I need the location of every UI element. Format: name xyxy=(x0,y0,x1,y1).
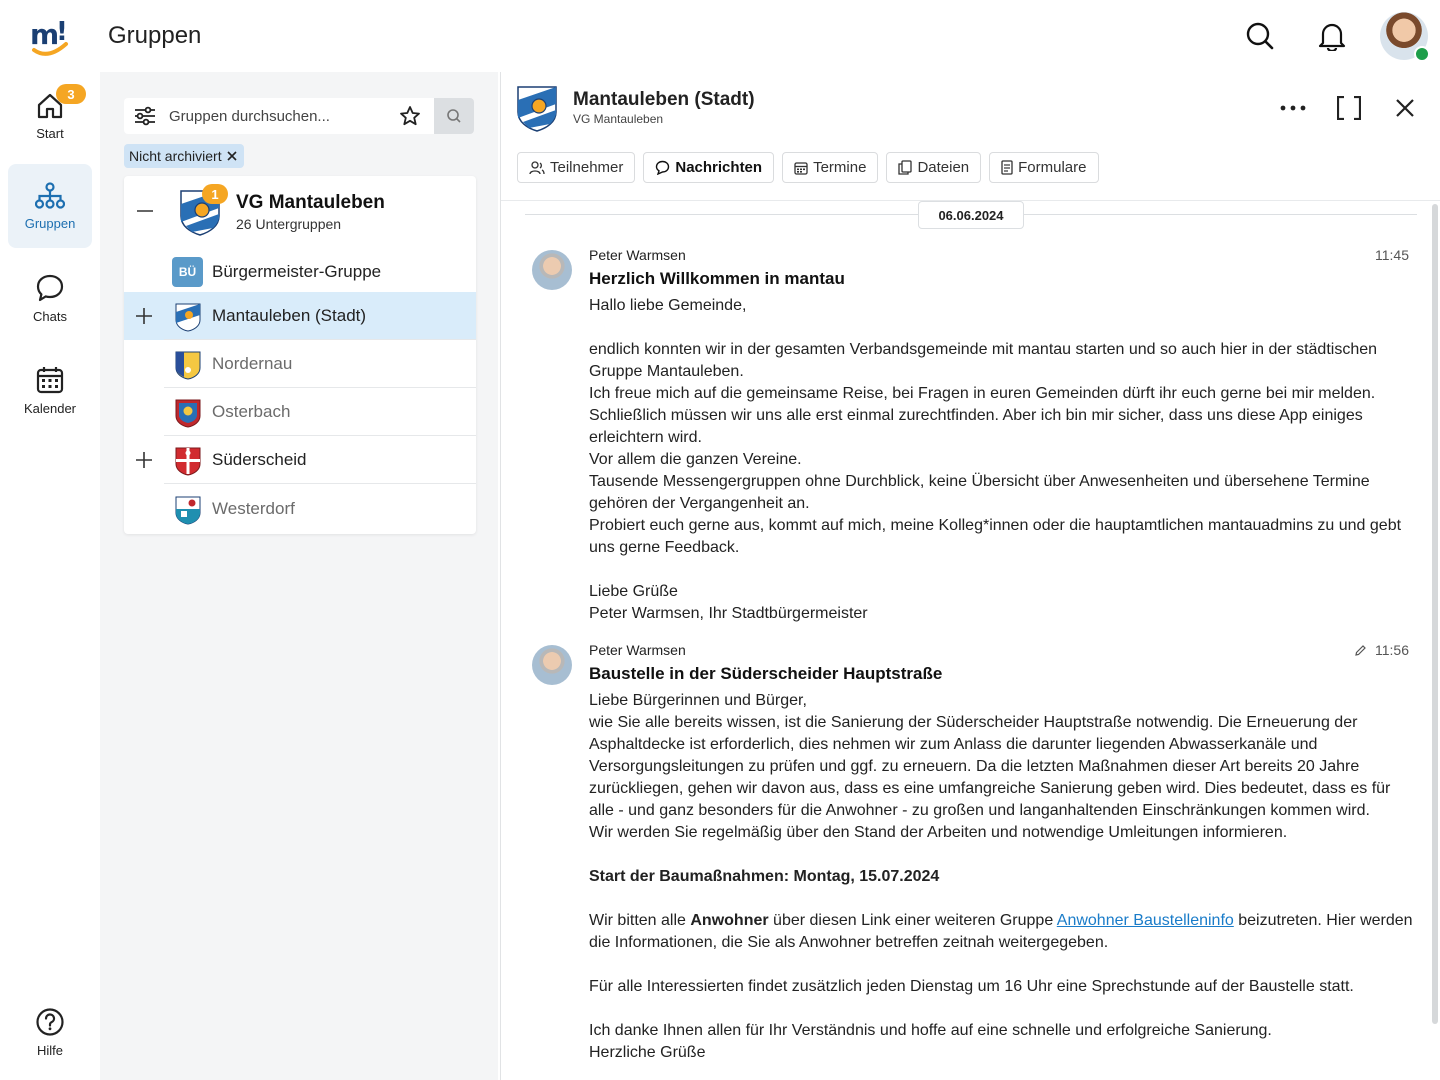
edited-pencil-icon xyxy=(1354,644,1367,657)
message-line: Vor allem die ganzen Vereine. xyxy=(589,451,802,468)
message-author: Peter Warmsen xyxy=(589,642,686,658)
message-line: Liebe Grüße xyxy=(589,583,678,600)
message-line: Liebe Bürgerinnen und Bürger, xyxy=(589,692,807,709)
help-icon xyxy=(35,1007,65,1037)
message-time: 11:56 xyxy=(1354,642,1409,658)
filter-sliders-icon[interactable] xyxy=(134,106,156,126)
tab-formulare[interactable] xyxy=(989,152,1098,183)
search-placeholder[interactable]: Gruppen durchsuchen... xyxy=(169,108,330,125)
tab-nachrichten[interactable] xyxy=(643,152,774,183)
nav-kalender[interactable] xyxy=(8,348,92,432)
start-badge: 3 xyxy=(56,84,86,104)
collapse-icon[interactable] xyxy=(136,204,154,218)
message-line: Herzliche Grüße xyxy=(589,1044,706,1061)
star-icon[interactable] xyxy=(399,105,421,127)
calendar-icon xyxy=(35,365,65,395)
nav-gruppen[interactable] xyxy=(8,164,92,248)
message-time: 11:45 xyxy=(1375,247,1409,263)
author-avatar[interactable] xyxy=(532,645,572,685)
top-bar xyxy=(0,0,1440,72)
osterbach-crest-icon xyxy=(174,398,202,428)
online-status-icon xyxy=(1414,46,1430,62)
message-line xyxy=(589,317,1419,339)
search-icon[interactable] xyxy=(1244,18,1276,54)
participants-icon xyxy=(529,161,545,175)
group-item-name: Osterbach xyxy=(212,402,291,421)
empty-line xyxy=(589,844,1419,866)
message-line: Tausende Messengergruppen ohne Durchblick, keine Übersicht über Anwesenheiten und übersehene Termine gehören der Vergangenheit an. xyxy=(589,473,1370,512)
tab-label: Nachrichten xyxy=(675,159,763,176)
tab-termine[interactable] xyxy=(782,152,878,183)
app-logo[interactable] xyxy=(28,14,72,60)
date-separator: 06.06.2024 xyxy=(918,201,1024,229)
bell-icon[interactable] xyxy=(1316,18,1348,54)
user-avatar[interactable] xyxy=(1380,12,1428,60)
message-body xyxy=(589,295,1419,625)
page-title: Gruppen xyxy=(108,22,202,49)
group-item-name: Mantauleben (Stadt) xyxy=(212,306,367,325)
expand-fullscreen-icon[interactable] xyxy=(1333,92,1365,124)
suederscheid-crest-icon xyxy=(174,446,202,476)
group-link[interactable]: Anwohner Baustelleninfo xyxy=(1056,912,1234,929)
group-item-name: Westerdorf xyxy=(212,499,295,518)
nav-gruppen-label: Gruppen xyxy=(24,215,76,231)
expand-icon[interactable] xyxy=(134,306,154,326)
parent-badge: 1 xyxy=(202,184,228,204)
message-line: Wir werden Sie regelmäßig über den Stand der Arbeiten und notwendige Umleitungen informieren. xyxy=(589,824,1288,841)
files-icon xyxy=(898,160,912,175)
nav-start-label: Start xyxy=(36,125,64,141)
divider xyxy=(164,483,476,484)
nordernau-crest-icon xyxy=(174,350,202,380)
group-tree xyxy=(124,176,476,534)
mantauleben-crest-icon xyxy=(174,302,202,332)
group-item-name: Süderscheid xyxy=(212,450,307,469)
nav-hilfe[interactable] xyxy=(8,990,92,1074)
message-line: Für alle Interessierten findet zusätzlich jeden Dienstag um 16 Uhr eine Sprechstunde auf der Baustelle statt. xyxy=(589,978,1354,995)
message-line: Ich danke Ihnen allen für Ihr Verständnis und hoffe auf eine schnelle und erfolgreiche Sanierung. xyxy=(589,1022,1272,1039)
message-line: endlich konnten wir in der gesamten Verbandsgemeinde mit mantau starten und so auch hier in der städtischen Gruppe Mantauleben. xyxy=(589,341,1378,380)
group-subtitle: VG Mantauleben xyxy=(573,112,664,126)
empty-line xyxy=(589,888,1419,910)
nav-chats[interactable] xyxy=(8,256,92,340)
tab-label: Teilnehmer xyxy=(550,159,624,176)
close-icon[interactable] xyxy=(1389,92,1421,124)
message-line: Ich freue mich auf die gemeinsame Reise, bei Fragen in euren Gemeinden dürft ihr euch gerne bei mir melden. Schließlich müssen wir uns alle erst einmal zurechtfinden. Aber ich bin mir sicher, dass uns diese App einiges erleichtern wird. xyxy=(589,385,1376,446)
parent-group[interactable] xyxy=(124,176,476,248)
author-avatar[interactable] xyxy=(532,250,572,290)
group-item[interactable] xyxy=(124,485,476,533)
nav-start[interactable] xyxy=(8,74,92,158)
westerdorf-crest-icon xyxy=(174,495,202,525)
chat-bubble-icon xyxy=(35,273,65,303)
message-line: Probiert euch gerne aus, kommt auf mich, meine Kolleg*innen oder die hauptamtlichen mantauadmins zu und gebt uns gerne Feedback. xyxy=(589,517,1402,556)
group-item-name: Nordernau xyxy=(212,354,293,373)
message-line: wie Sie alle bereits wissen, ist die Sanierung der Süderscheider Hauptstraße notwendig. Die Erneuerung der Asphaltdecke ist erforderlich, dies nehmen wir zum Anlass die darunter liegenden Abwasserkanäle und Versorgungsleitungen zu prüfen und ggf. zu erneuern. Da die letzten Maßnahmen dieser Art bereits 20 Jahre zurückliegen, gehen wir davon aus, dass es eine umfangreiche Sanierung geben wird. Dies bedeutet, dass es für alle - und ganz besonders für die Anwohner - zu großen und langanhaltenden Einschränkungen kommen wird. xyxy=(589,714,1391,819)
close-icon[interactable] xyxy=(226,150,238,162)
nav-hilfe-label: Hilfe xyxy=(36,1042,63,1058)
form-document-icon xyxy=(1001,160,1013,175)
message-line: Peter Warmsen, Ihr Stadtbürgermeister xyxy=(589,605,868,622)
message-line: Hallo liebe Gemeinde, xyxy=(589,297,747,314)
group-item[interactable] xyxy=(124,340,476,388)
detail-tabs xyxy=(517,152,1099,184)
group-detail xyxy=(500,72,1440,1080)
message-bold-line: Start der Baumaßnahmen: Montag, 15.07.2024 xyxy=(589,868,940,885)
message-body xyxy=(589,690,1419,1064)
parent-group-subtitle: 26 Untergruppen xyxy=(236,216,342,232)
group-item[interactable] xyxy=(124,436,476,484)
group-crest-icon xyxy=(515,84,559,132)
groups-panel xyxy=(100,72,498,1080)
message-line xyxy=(589,998,1419,1020)
filter-chip-label: Nicht archiviert xyxy=(129,148,222,164)
svg-text:m: m xyxy=(30,18,60,51)
group-title: Mantauleben (Stadt) xyxy=(573,89,755,110)
tab-label: Formulare xyxy=(1018,159,1087,176)
more-options-icon[interactable] xyxy=(1277,92,1309,124)
left-navigation xyxy=(0,72,100,1080)
group-item-name: Bürgermeister-Gruppe xyxy=(212,262,382,281)
expand-icon[interactable] xyxy=(134,450,154,470)
group-item[interactable] xyxy=(124,388,476,436)
svg-text:!: ! xyxy=(56,17,68,47)
message-line xyxy=(589,559,1419,581)
search-icon xyxy=(446,108,462,124)
group-search[interactable] xyxy=(124,98,474,134)
tab-teilnehmer[interactable] xyxy=(517,152,635,183)
filter-chip[interactable] xyxy=(124,144,244,168)
message-line-with-link: Wir bitten alle Anwohner über diesen Link einer weiteren Gruppe Anwohner Baustelleninfo beizutreten. Hier werden die Informationen, die Sie als Anwohner betreffen zeitnah weitergegeben. xyxy=(589,912,1413,951)
message-author: Peter Warmsen xyxy=(589,247,686,263)
search-button[interactable] xyxy=(434,98,474,134)
group-item-selected[interactable] xyxy=(124,292,476,340)
groups-tree-icon xyxy=(35,182,65,210)
message-title: Herzlich Willkommen in mantau xyxy=(589,269,845,288)
nav-chats-label: Chats xyxy=(33,308,67,324)
tab-label: Termine xyxy=(813,159,867,176)
parent-group-name: VG Mantauleben xyxy=(236,192,385,213)
tab-label: Dateien xyxy=(917,159,970,176)
tab-dateien[interactable] xyxy=(886,152,981,183)
empty-line xyxy=(589,954,1419,976)
message-title: Baustelle in der Süderscheider Hauptstraße xyxy=(589,664,943,683)
group-initials-avatar: BÜ xyxy=(172,257,203,287)
calendar-icon xyxy=(794,161,808,175)
nav-kalender-label: Kalender xyxy=(23,400,77,416)
scrollbar[interactable] xyxy=(1432,204,1438,1024)
message-feed xyxy=(501,201,1431,1080)
message-bubble-icon xyxy=(655,160,670,175)
group-item[interactable] xyxy=(124,248,476,296)
